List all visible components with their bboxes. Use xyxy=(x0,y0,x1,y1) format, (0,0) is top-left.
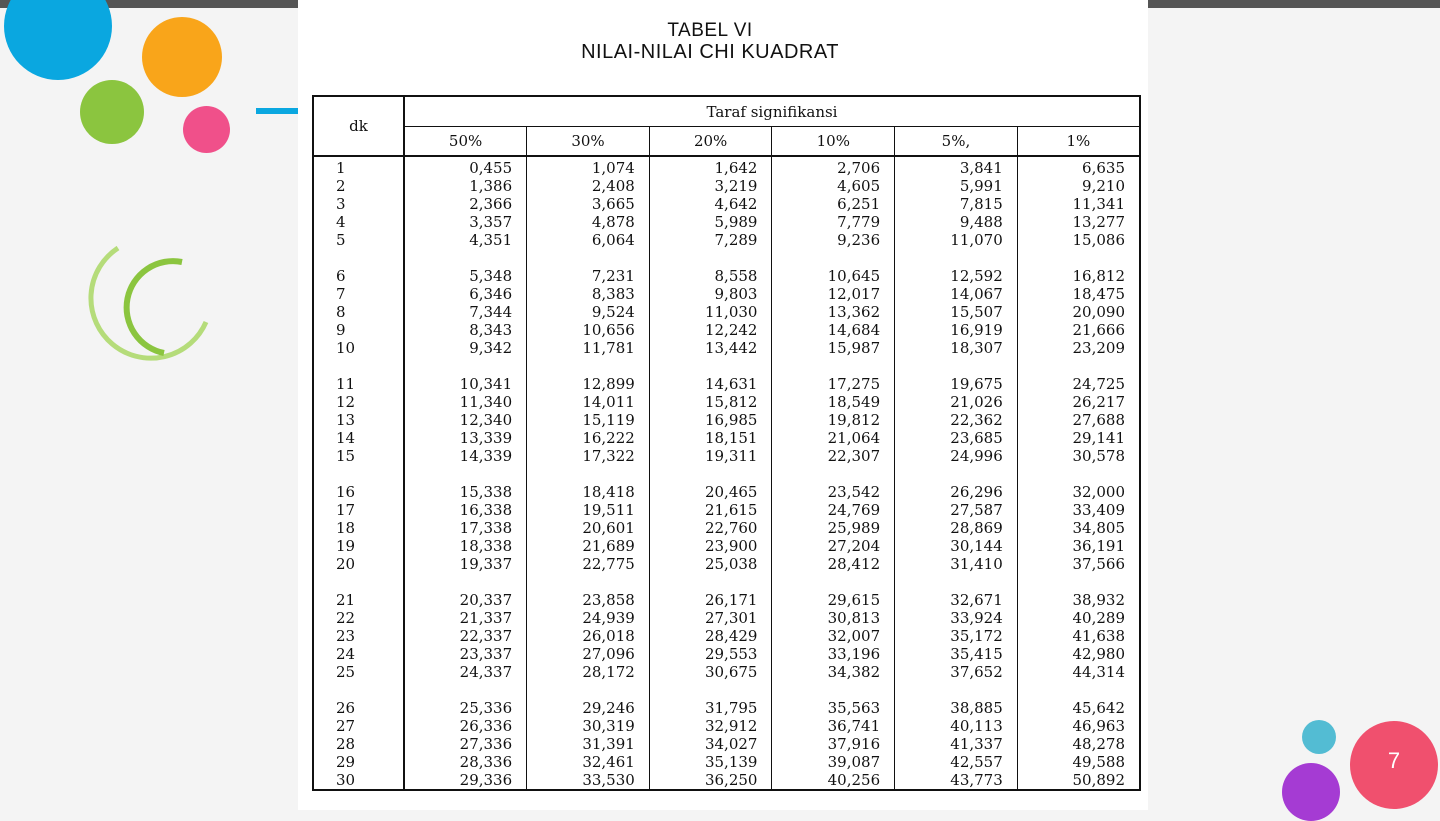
decor-circle-blue xyxy=(4,0,112,80)
value-cell: 34,027 xyxy=(649,735,772,753)
value-cell: 8,383 xyxy=(527,285,650,303)
value-cell: 16,338 xyxy=(404,501,527,519)
value-cell: 4,878 xyxy=(527,213,650,231)
value-cell: 7,815 xyxy=(895,195,1018,213)
value-cell: 34,805 xyxy=(1017,519,1140,537)
value-cell: 15,119 xyxy=(527,411,650,429)
value-cell: 35,563 xyxy=(772,681,895,717)
value-cell: 20,337 xyxy=(404,573,527,609)
dk-cell: 20 xyxy=(313,555,404,573)
value-cell: 27,204 xyxy=(772,537,895,555)
value-cell: 37,652 xyxy=(895,663,1018,681)
value-cell: 23,685 xyxy=(895,429,1018,447)
value-cell: 10,645 xyxy=(772,249,895,285)
dk-cell: 22 xyxy=(313,609,404,627)
value-cell: 12,017 xyxy=(772,285,895,303)
decor-circle-purple xyxy=(1282,763,1340,821)
value-cell: 18,307 xyxy=(895,339,1018,357)
value-cell: 1,386 xyxy=(404,177,527,195)
value-cell: 13,277 xyxy=(1017,213,1140,231)
dk-cell: 6 xyxy=(313,249,404,285)
table-row xyxy=(313,195,1140,213)
column-header: 30% xyxy=(527,127,650,157)
value-cell: 18,338 xyxy=(404,537,527,555)
value-cell: 23,209 xyxy=(1017,339,1140,357)
value-cell: 2,366 xyxy=(404,195,527,213)
value-cell: 26,217 xyxy=(1017,393,1140,411)
value-cell: 21,615 xyxy=(649,501,772,519)
value-cell: 10,656 xyxy=(527,321,650,339)
table-row xyxy=(313,393,1140,411)
value-cell: 26,296 xyxy=(895,465,1018,501)
value-cell: 23,337 xyxy=(404,645,527,663)
value-cell: 16,222 xyxy=(527,429,650,447)
table-subtitle: NILAI-NILAI CHI KUADRAT xyxy=(581,41,839,63)
table-row xyxy=(313,177,1140,195)
value-cell: 27,587 xyxy=(895,501,1018,519)
value-cell: 40,113 xyxy=(895,717,1018,735)
value-cell: 1,642 xyxy=(649,156,772,177)
decor-blue-bar xyxy=(256,108,304,114)
value-cell: 24,769 xyxy=(772,501,895,519)
table-row xyxy=(313,411,1140,429)
value-cell: 39,087 xyxy=(772,753,895,771)
column-header: 1% xyxy=(1017,127,1140,157)
table-row xyxy=(313,753,1140,771)
table-row xyxy=(313,303,1140,321)
table-row xyxy=(313,357,1140,393)
value-cell: 8,558 xyxy=(649,249,772,285)
value-cell: 14,067 xyxy=(895,285,1018,303)
value-cell: 36,250 xyxy=(649,771,772,790)
value-cell: 37,916 xyxy=(772,735,895,753)
value-cell: 9,236 xyxy=(772,231,895,249)
table-row xyxy=(313,627,1140,645)
value-cell: 30,675 xyxy=(649,663,772,681)
dk-cell: 17 xyxy=(313,501,404,519)
value-cell: 32,007 xyxy=(772,627,895,645)
value-cell: 26,336 xyxy=(404,717,527,735)
value-cell: 22,337 xyxy=(404,627,527,645)
table-row xyxy=(313,501,1140,519)
value-cell: 19,337 xyxy=(404,555,527,573)
table-row xyxy=(313,321,1140,339)
value-cell: 34,382 xyxy=(772,663,895,681)
column-header: 50% xyxy=(404,127,527,157)
dk-cell: 19 xyxy=(313,537,404,555)
value-cell: 19,675 xyxy=(895,357,1018,393)
value-cell: 41,638 xyxy=(1017,627,1140,645)
value-cell: 25,038 xyxy=(649,555,772,573)
value-cell: 49,588 xyxy=(1017,753,1140,771)
decor-circle-pink xyxy=(183,106,230,153)
dk-cell: 13 xyxy=(313,411,404,429)
value-cell: 16,919 xyxy=(895,321,1018,339)
value-cell: 2,706 xyxy=(772,156,895,177)
value-cell: 38,885 xyxy=(895,681,1018,717)
table-row xyxy=(313,231,1140,249)
value-cell: 20,465 xyxy=(649,465,772,501)
column-header: 5%, xyxy=(895,127,1018,157)
dk-cell: 7 xyxy=(313,285,404,303)
table-row xyxy=(313,429,1140,447)
value-cell: 5,348 xyxy=(404,249,527,285)
value-cell: 9,803 xyxy=(649,285,772,303)
value-cell: 13,442 xyxy=(649,339,772,357)
value-cell: 22,307 xyxy=(772,447,895,465)
value-cell: 4,351 xyxy=(404,231,527,249)
value-cell: 50,892 xyxy=(1017,771,1140,790)
value-cell: 9,342 xyxy=(404,339,527,357)
dk-cell: 2 xyxy=(313,177,404,195)
value-cell: 3,219 xyxy=(649,177,772,195)
value-cell: 8,343 xyxy=(404,321,527,339)
value-cell: 27,336 xyxy=(404,735,527,753)
value-cell: 15,086 xyxy=(1017,231,1140,249)
value-cell: 12,242 xyxy=(649,321,772,339)
value-cell: 25,336 xyxy=(404,681,527,717)
dk-cell: 9 xyxy=(313,321,404,339)
value-cell: 14,684 xyxy=(772,321,895,339)
decor-circle-orange xyxy=(142,17,222,97)
table-row xyxy=(313,573,1140,609)
dk-cell: 21 xyxy=(313,573,404,609)
value-cell: 28,869 xyxy=(895,519,1018,537)
value-cell: 16,812 xyxy=(1017,249,1140,285)
value-cell: 28,429 xyxy=(649,627,772,645)
value-cell: 32,000 xyxy=(1017,465,1140,501)
dk-cell: 25 xyxy=(313,663,404,681)
value-cell: 24,725 xyxy=(1017,357,1140,393)
value-cell: 12,899 xyxy=(527,357,650,393)
value-cell: 25,989 xyxy=(772,519,895,537)
value-cell: 35,139 xyxy=(649,753,772,771)
value-cell: 32,912 xyxy=(649,717,772,735)
value-cell: 30,144 xyxy=(895,537,1018,555)
value-cell: 22,362 xyxy=(895,411,1018,429)
value-cell: 29,141 xyxy=(1017,429,1140,447)
value-cell: 21,666 xyxy=(1017,321,1140,339)
value-cell: 32,671 xyxy=(895,573,1018,609)
value-cell: 16,985 xyxy=(649,411,772,429)
value-cell: 7,289 xyxy=(649,231,772,249)
table-row xyxy=(313,285,1140,303)
significance-header: Taraf signifikansi xyxy=(404,96,1140,127)
value-cell: 28,336 xyxy=(404,753,527,771)
value-cell: 1,074 xyxy=(527,156,650,177)
value-cell: 36,741 xyxy=(772,717,895,735)
value-cell: 36,191 xyxy=(1017,537,1140,555)
table-row xyxy=(313,663,1140,681)
value-cell: 30,578 xyxy=(1017,447,1140,465)
value-cell: 33,924 xyxy=(895,609,1018,627)
value-cell: 9,210 xyxy=(1017,177,1140,195)
value-cell: 9,524 xyxy=(527,303,650,321)
value-cell: 11,030 xyxy=(649,303,772,321)
value-cell: 4,642 xyxy=(649,195,772,213)
table-row xyxy=(313,156,1140,177)
value-cell: 29,553 xyxy=(649,645,772,663)
value-cell: 13,339 xyxy=(404,429,527,447)
value-cell: 26,171 xyxy=(649,573,772,609)
value-cell: 29,336 xyxy=(404,771,527,790)
value-cell: 10,341 xyxy=(404,357,527,393)
value-cell: 43,773 xyxy=(895,771,1018,790)
value-cell: 15,987 xyxy=(772,339,895,357)
table-row xyxy=(313,447,1140,465)
value-cell: 15,507 xyxy=(895,303,1018,321)
value-cell: 11,341 xyxy=(1017,195,1140,213)
value-cell: 0,455 xyxy=(404,156,527,177)
decor-arc-inner xyxy=(127,261,182,353)
value-cell: 6,251 xyxy=(772,195,895,213)
value-cell: 15,812 xyxy=(649,393,772,411)
value-cell: 12,340 xyxy=(404,411,527,429)
value-cell: 30,319 xyxy=(527,717,650,735)
dk-cell: 5 xyxy=(313,231,404,249)
value-cell: 27,688 xyxy=(1017,411,1140,429)
value-cell: 7,779 xyxy=(772,213,895,231)
table-row xyxy=(313,249,1140,285)
value-cell: 17,275 xyxy=(772,357,895,393)
value-cell: 17,338 xyxy=(404,519,527,537)
value-cell: 33,196 xyxy=(772,645,895,663)
page-number: 7 xyxy=(1387,748,1401,773)
value-cell: 5,989 xyxy=(649,213,772,231)
value-cell: 29,615 xyxy=(772,573,895,609)
dk-cell: 14 xyxy=(313,429,404,447)
value-cell: 24,337 xyxy=(404,663,527,681)
value-cell: 3,665 xyxy=(527,195,650,213)
value-cell: 18,549 xyxy=(772,393,895,411)
value-cell: 32,461 xyxy=(527,753,650,771)
value-cell: 30,813 xyxy=(772,609,895,627)
dk-cell: 16 xyxy=(313,465,404,501)
column-header: 20% xyxy=(649,127,772,157)
value-cell: 28,172 xyxy=(527,663,650,681)
value-cell: 42,557 xyxy=(895,753,1018,771)
value-cell: 46,963 xyxy=(1017,717,1140,735)
value-cell: 18,418 xyxy=(527,465,650,501)
dk-cell: 11 xyxy=(313,357,404,393)
value-cell: 28,412 xyxy=(772,555,895,573)
value-cell: 21,337 xyxy=(404,609,527,627)
value-cell: 23,900 xyxy=(649,537,772,555)
value-cell: 15,338 xyxy=(404,465,527,501)
value-cell: 4,605 xyxy=(772,177,895,195)
value-cell: 24,939 xyxy=(527,609,650,627)
document-scan xyxy=(298,0,1148,810)
dk-cell: 18 xyxy=(313,519,404,537)
table-row xyxy=(313,681,1140,717)
dk-cell: 3 xyxy=(313,195,404,213)
table-row xyxy=(313,555,1140,573)
value-cell: 33,530 xyxy=(527,771,650,790)
value-cell: 6,346 xyxy=(404,285,527,303)
value-cell: 3,841 xyxy=(895,156,1018,177)
value-cell: 21,689 xyxy=(527,537,650,555)
dk-cell: 29 xyxy=(313,753,404,771)
dk-cell: 12 xyxy=(313,393,404,411)
value-cell: 33,409 xyxy=(1017,501,1140,519)
top-bar-right xyxy=(1148,0,1440,8)
value-cell: 13,362 xyxy=(772,303,895,321)
value-cell: 6,635 xyxy=(1017,156,1140,177)
dk-cell: 27 xyxy=(313,717,404,735)
value-cell: 14,339 xyxy=(404,447,527,465)
value-cell: 6,064 xyxy=(527,231,650,249)
column-header: 10% xyxy=(772,127,895,157)
value-cell: 5,991 xyxy=(895,177,1018,195)
dk-cell: 28 xyxy=(313,735,404,753)
value-cell: 14,011 xyxy=(527,393,650,411)
value-cell: 35,415 xyxy=(895,645,1018,663)
value-cell: 11,781 xyxy=(527,339,650,357)
value-cell: 31,391 xyxy=(527,735,650,753)
value-cell: 21,026 xyxy=(895,393,1018,411)
value-cell: 24,996 xyxy=(895,447,1018,465)
value-cell: 48,278 xyxy=(1017,735,1140,753)
dk-cell: 26 xyxy=(313,681,404,717)
value-cell: 20,090 xyxy=(1017,303,1140,321)
dk-cell: 4 xyxy=(313,213,404,231)
value-cell: 35,172 xyxy=(895,627,1018,645)
value-cell: 2,408 xyxy=(527,177,650,195)
dk-cell: 15 xyxy=(313,447,404,465)
value-cell: 41,337 xyxy=(895,735,1018,753)
value-cell: 11,340 xyxy=(404,393,527,411)
value-cell: 29,246 xyxy=(527,681,650,717)
decor-arc-outer xyxy=(91,248,206,358)
table-row xyxy=(313,519,1140,537)
value-cell: 26,018 xyxy=(527,627,650,645)
value-cell: 27,096 xyxy=(527,645,650,663)
decor-arcs xyxy=(84,240,214,370)
value-cell: 44,314 xyxy=(1017,663,1140,681)
chi-square-table xyxy=(312,95,1141,791)
table-row xyxy=(313,735,1140,753)
table-row xyxy=(313,645,1140,663)
value-cell: 21,064 xyxy=(772,429,895,447)
table-row xyxy=(313,771,1140,790)
table-row xyxy=(313,213,1140,231)
decor-circle-teal xyxy=(1302,720,1336,754)
value-cell: 31,795 xyxy=(649,681,772,717)
value-cell: 14,631 xyxy=(649,357,772,393)
value-cell: 3,357 xyxy=(404,213,527,231)
dk-cell: 30 xyxy=(313,771,404,790)
decor-circle-green xyxy=(80,80,144,144)
table-row xyxy=(313,609,1140,627)
dk-cell: 23 xyxy=(313,627,404,645)
value-cell: 40,289 xyxy=(1017,609,1140,627)
value-cell: 22,760 xyxy=(649,519,772,537)
value-cell: 40,256 xyxy=(772,771,895,790)
value-cell: 12,592 xyxy=(895,249,1018,285)
value-cell: 23,542 xyxy=(772,465,895,501)
value-cell: 11,070 xyxy=(895,231,1018,249)
table-title: TABEL VI xyxy=(667,20,753,41)
dk-header: dk xyxy=(313,96,404,156)
value-cell: 23,858 xyxy=(527,573,650,609)
value-cell: 18,151 xyxy=(649,429,772,447)
value-cell: 27,301 xyxy=(649,609,772,627)
value-cell: 18,475 xyxy=(1017,285,1140,303)
dk-cell: 8 xyxy=(313,303,404,321)
table-row xyxy=(313,465,1140,501)
value-cell: 9,488 xyxy=(895,213,1018,231)
value-cell: 22,775 xyxy=(527,555,650,573)
value-cell: 7,231 xyxy=(527,249,650,285)
table-row xyxy=(313,537,1140,555)
dk-cell: 10 xyxy=(313,339,404,357)
value-cell: 19,511 xyxy=(527,501,650,519)
value-cell: 20,601 xyxy=(527,519,650,537)
dk-cell: 1 xyxy=(313,156,404,177)
table-row xyxy=(313,717,1140,735)
table-row xyxy=(313,339,1140,357)
value-cell: 38,932 xyxy=(1017,573,1140,609)
value-cell: 31,410 xyxy=(895,555,1018,573)
percent-header-row xyxy=(313,127,1140,157)
table-body xyxy=(313,156,1140,790)
value-cell: 37,566 xyxy=(1017,555,1140,573)
value-cell: 17,322 xyxy=(527,447,650,465)
dk-cell: 24 xyxy=(313,645,404,663)
value-cell: 19,311 xyxy=(649,447,772,465)
value-cell: 7,344 xyxy=(404,303,527,321)
value-cell: 45,642 xyxy=(1017,681,1140,717)
value-cell: 42,980 xyxy=(1017,645,1140,663)
value-cell: 19,812 xyxy=(772,411,895,429)
